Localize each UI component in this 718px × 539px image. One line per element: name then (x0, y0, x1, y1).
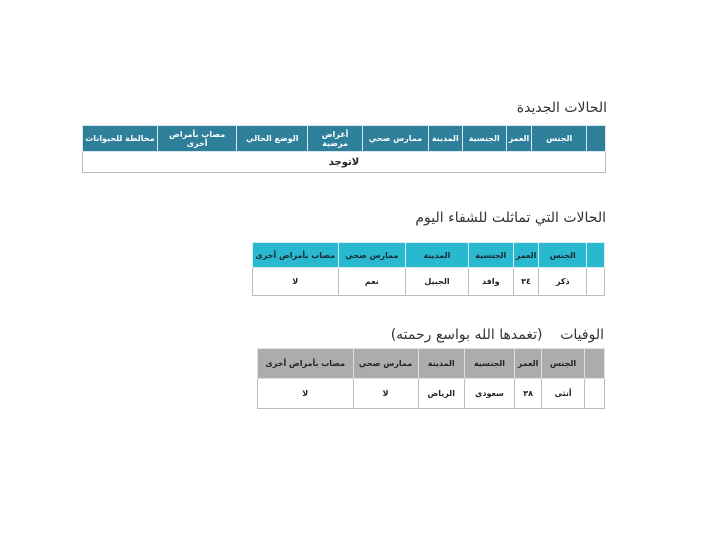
header-nationality: الجنسية (464, 349, 514, 379)
deaths-table (257, 348, 605, 409)
cell-nationality: سعودي (464, 379, 514, 409)
header-city: المدينة (406, 243, 469, 268)
header-age: العمر (506, 126, 532, 152)
header-age: العمر (515, 349, 542, 379)
spacer-cell (587, 243, 605, 268)
header-health-practitioner: ممارس صحي (338, 243, 406, 268)
header-age: العمر (513, 243, 539, 268)
cell-city: الرياض (418, 379, 464, 409)
header-gender: الجنس (539, 243, 587, 268)
empty-message: لاتوجد (83, 152, 606, 173)
header-symptoms: أغراض مرضية (308, 126, 363, 152)
table-row (83, 152, 606, 173)
new-cases-title: الحالات الجديدة (516, 100, 607, 116)
cell-gender: أنثى (542, 379, 585, 409)
header-current-status: الوضع الحالي (237, 126, 308, 152)
spacer-cell (587, 126, 606, 152)
spacer-cell (587, 268, 605, 296)
table-header-row (258, 349, 605, 379)
cell-health-practitioner: لا (353, 379, 418, 409)
header-city: المدينة (428, 126, 462, 152)
cell-city: الجبيل (406, 268, 469, 296)
new-cases-table (82, 125, 606, 173)
cell-other-diseases: لا (253, 268, 339, 296)
spacer-cell (585, 379, 605, 409)
cell-age: ٣٤ (513, 268, 539, 296)
deaths-title: الوفيات (تغمدها الله بواسع رحمته) (390, 327, 604, 343)
table-row (258, 379, 605, 409)
header-health-practitioner: ممارس صحي (363, 126, 429, 152)
header-nationality: الجنسية (468, 243, 513, 268)
cell-nationality: وافد (468, 268, 513, 296)
header-other-diseases: مصاب بأمراض أخرى (258, 349, 354, 379)
header-other-diseases: مصاب بأمراض أخرى (157, 126, 237, 152)
header-other-diseases: مصاب بأمراض أخرى (253, 243, 339, 268)
recovered-table (252, 242, 605, 296)
cell-gender: ذكر (539, 268, 587, 296)
header-nationality: الجنسية (462, 126, 506, 152)
header-gender: الجنس (542, 349, 585, 379)
header-city: المدينة (418, 349, 464, 379)
header-health-practitioner: ممارس صحي (353, 349, 418, 379)
table-row (253, 268, 605, 296)
cell-health-practitioner: نعم (338, 268, 406, 296)
header-gender: الجنس (532, 126, 587, 152)
table-header-row (253, 243, 605, 268)
recovered-title: الحالات التي تماثلت للشفاء اليوم (415, 210, 606, 226)
spacer-cell (585, 349, 605, 379)
cell-age: ٣٨ (515, 379, 542, 409)
header-animal-contact: مخالطة للحيوانات (83, 126, 158, 152)
table-header-row (83, 126, 606, 152)
cell-other-diseases: لا (258, 379, 354, 409)
